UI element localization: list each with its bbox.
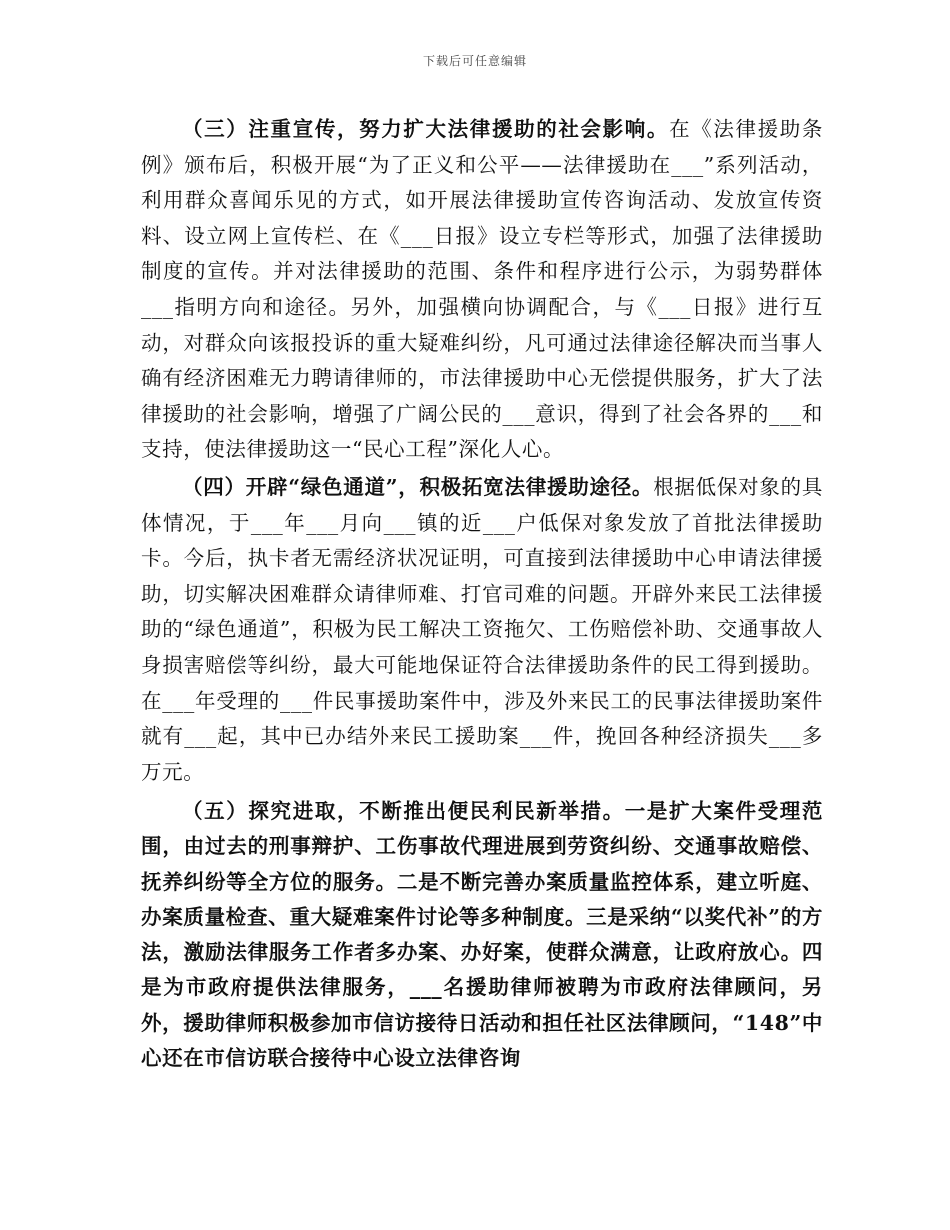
paragraph-publicity xyxy=(141,112,823,468)
paragraph-body: 根据低保对象的具体情况，于___年___月向___镇的近___户低保对象发放了首批法律援助卡。今后，执卡者无需经济状况证明，可直接到法律援助中心申请法律援助，切实解决困难群众请律师难、打官司难的问题。开辟外来民工法律援助的“绿色通道”，积极为民工解决工资拖欠、工伤赔偿补助、交通事故人身损害赔偿等纠纷，最大可能地保证符合法律援助条件的民工得到援助。在___年受理的___件民事援助案件中，涉及外来民工的民事法律援助案件就有___起，其中已办结外来民工援助案___件，挽回各种经济损失___多万元。 xyxy=(141,474,823,784)
document-body xyxy=(141,112,823,1076)
page-header: 下载后可任意编辑 xyxy=(422,54,527,68)
paragraph-green-channel xyxy=(141,470,823,790)
paragraph-heading: （四）开辟“绿色通道”，积极拓宽法律援助途径。 xyxy=(182,474,654,499)
paragraph-body: 在《法律援助条例》颁布后，积极开展“为了正义和公平——法律援助在___”系列活动，利用群众喜闻乐见的方式，如开展法律援助宣传咨询活动、发放宣传资料、设立网上宣传栏、在《___日报》设立专栏等形式，加强了法律援助制度的宣传。并对法律援助的范围、条件和程序进行公示，为弱势群体___指明方向和途径。另外，加强横向协调配合，与《___日报》进行互动，对群众向该报投诉的重大疑难纠纷，凡可通过法律途径解决而当事人确有经济困难无力聘请律师的，市法律援助中心无偿提供服务，扩大了法律援助的社会影响，增强了广阔公民的___意识，得到了社会各界的___和支持，使法律援助这一“民心工程”深化人心。 xyxy=(141,117,823,462)
paragraph-heading: （三）注重宣传，努力扩大法律援助的社会影响。 xyxy=(182,117,670,141)
paragraph-new-measures: （五）探究进取，不断推出便民利民新举措。一是扩大案件受理范围，由过去的刑事辩护、工伤事故代理进展到劳资纠纷、交通事故赔偿、抚养纠纷等全方位的服务。二是不断完善办案质量监控体系，建立听庭、办案质量检查、重大疑难案件讨论等多种制度。三是采纳“以奖代补”的方法，激励法律服务工作者多办案、办好案，使群众满意，让政府放心。四是为市政府提供法律服务，___名援助律师被聘为市政府法律顾问，另外，援助律师积极参加市信访接待日活动和担任社区法律顾问，“148”中心还在市信访联合接待中心设立法律咨询 xyxy=(141,799,823,1070)
